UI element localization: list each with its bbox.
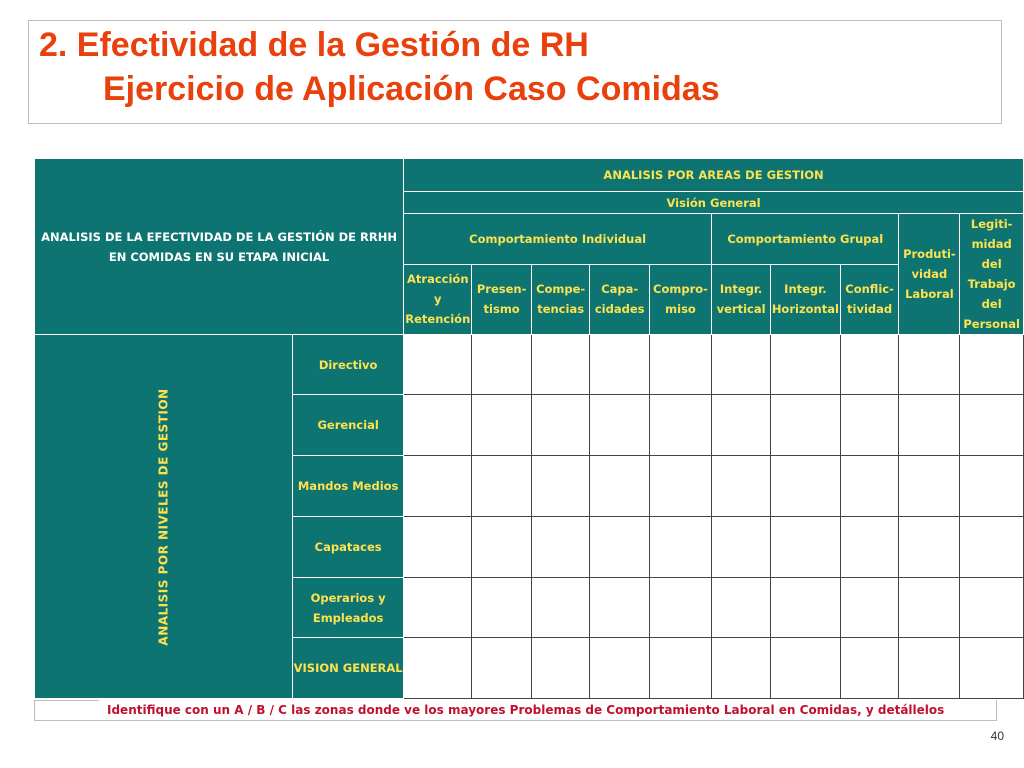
page-number: 40: [990, 729, 1004, 743]
grid-cell[interactable]: [960, 395, 1024, 456]
grid-cell[interactable]: [531, 578, 590, 638]
productividad-header: Produti-vidad Laboral: [899, 214, 960, 335]
grid-cell[interactable]: [899, 456, 960, 517]
slide-title-line-2: Ejercicio de Aplicación Caso Comidas: [103, 70, 720, 108]
col-header: Compe-tencias: [531, 264, 590, 334]
grid-cell[interactable]: [649, 638, 711, 699]
grid-cell[interactable]: [899, 335, 960, 395]
grid-cell[interactable]: [404, 638, 472, 699]
grid-cell[interactable]: [960, 456, 1024, 517]
grid-cell[interactable]: [531, 456, 590, 517]
grid-cell[interactable]: [840, 638, 899, 699]
corner-label: ANALISIS DE LA EFECTIVIDAD DE LA GESTIÓN DE RRHH EN COMIDAS EN SU ETAPA INICIAL: [35, 159, 404, 335]
grid-cell[interactable]: [590, 335, 649, 395]
note-frame-divider: [35, 700, 99, 701]
col-header: Presen-tismo: [472, 264, 531, 334]
grid-cell[interactable]: [899, 395, 960, 456]
grid-cell[interactable]: [472, 638, 531, 699]
grid-cell[interactable]: [712, 578, 771, 638]
grid-cell[interactable]: [649, 456, 711, 517]
grid-cell[interactable]: [590, 395, 649, 456]
grid-cell[interactable]: [531, 335, 590, 395]
col-header: Conflic-tividad: [840, 264, 899, 334]
grid-cell[interactable]: [404, 578, 472, 638]
grid-cell[interactable]: [649, 517, 711, 578]
row-label-capataces: Capataces: [293, 517, 404, 578]
col-header: Integr. vertical: [712, 264, 771, 334]
row-label-gerencial: Gerencial: [293, 395, 404, 456]
grid-cell[interactable]: [472, 395, 531, 456]
legitimidad-header: Legiti-midad del Trabajo del Personal: [960, 214, 1024, 335]
grid-cell[interactable]: [899, 517, 960, 578]
grid-cell[interactable]: [649, 395, 711, 456]
niveles-side-label: [35, 335, 293, 699]
grid-cell[interactable]: [960, 335, 1024, 395]
grid-cell[interactable]: [404, 395, 472, 456]
slide-title-line-1: 2. Efectividad de la Gestión de RH: [39, 26, 589, 64]
grid-cell[interactable]: [712, 517, 771, 578]
grid-cell[interactable]: [771, 517, 841, 578]
grid-cell[interactable]: [404, 335, 472, 395]
grid-cell[interactable]: [712, 395, 771, 456]
grid-cell[interactable]: [531, 395, 590, 456]
grid-cell[interactable]: [590, 456, 649, 517]
grid-cell[interactable]: [404, 456, 472, 517]
row-label-directivo: Directivo: [293, 335, 404, 395]
grid-cell[interactable]: [899, 578, 960, 638]
grid-cell[interactable]: [531, 638, 590, 699]
niveles-label-text: ANALISIS POR NIVELES DE GESTION: [156, 387, 171, 646]
grid-cell[interactable]: [771, 456, 841, 517]
grid-cell[interactable]: [712, 638, 771, 699]
grid-cell[interactable]: [840, 578, 899, 638]
grid-cell[interactable]: [472, 335, 531, 395]
col-header: Compro-miso: [649, 264, 711, 334]
grid-cell[interactable]: [771, 335, 841, 395]
areas-header: ANALISIS POR AREAS DE GESTION: [404, 159, 1024, 192]
grid-cell[interactable]: [960, 578, 1024, 638]
grid-cell[interactable]: [712, 335, 771, 395]
grid-cell[interactable]: [840, 517, 899, 578]
grid-cell[interactable]: [899, 638, 960, 699]
grid-cell[interactable]: [771, 578, 841, 638]
grid-cell[interactable]: [840, 395, 899, 456]
col-header: Integr. Horizontal: [771, 264, 841, 334]
grid-cell[interactable]: [472, 456, 531, 517]
title-box: [28, 20, 1002, 124]
grid-cell[interactable]: [472, 578, 531, 638]
grid-cell[interactable]: [649, 578, 711, 638]
grid-cell[interactable]: [771, 638, 841, 699]
grid-cell[interactable]: [590, 638, 649, 699]
col-header: Atracción y Retención: [404, 264, 472, 334]
grid-cell[interactable]: [472, 517, 531, 578]
row-label-mandos-medios: Mandos Medios: [293, 456, 404, 517]
grid-cell[interactable]: [590, 517, 649, 578]
grid-cell[interactable]: [960, 638, 1024, 699]
grid-cell[interactable]: [404, 517, 472, 578]
grid-cell[interactable]: [771, 395, 841, 456]
instruction-note: Identifique con un A / B / C las zonas donde ve los mayores Problemas de Comportamiento Laboral en Comidas, y detállelos: [107, 703, 945, 717]
row-label-operarios: Operarios y Empleados: [293, 578, 404, 638]
row-label-vision-general: VISION GENERAL: [293, 638, 404, 699]
group-grupal-header: Comportamiento Grupal: [712, 214, 899, 265]
analysis-table: [34, 158, 1024, 699]
grid-cell[interactable]: [960, 517, 1024, 578]
grid-cell[interactable]: [712, 456, 771, 517]
col-header: Capa-cidades: [590, 264, 649, 334]
grid-cell[interactable]: [531, 517, 590, 578]
grid-cell[interactable]: [840, 456, 899, 517]
grid-cell[interactable]: [590, 578, 649, 638]
vision-general-header: Visión General: [404, 192, 1024, 214]
grid-cell[interactable]: [649, 335, 711, 395]
grid-cell[interactable]: [840, 335, 899, 395]
group-individual-header: Comportamiento Individual: [404, 214, 712, 265]
